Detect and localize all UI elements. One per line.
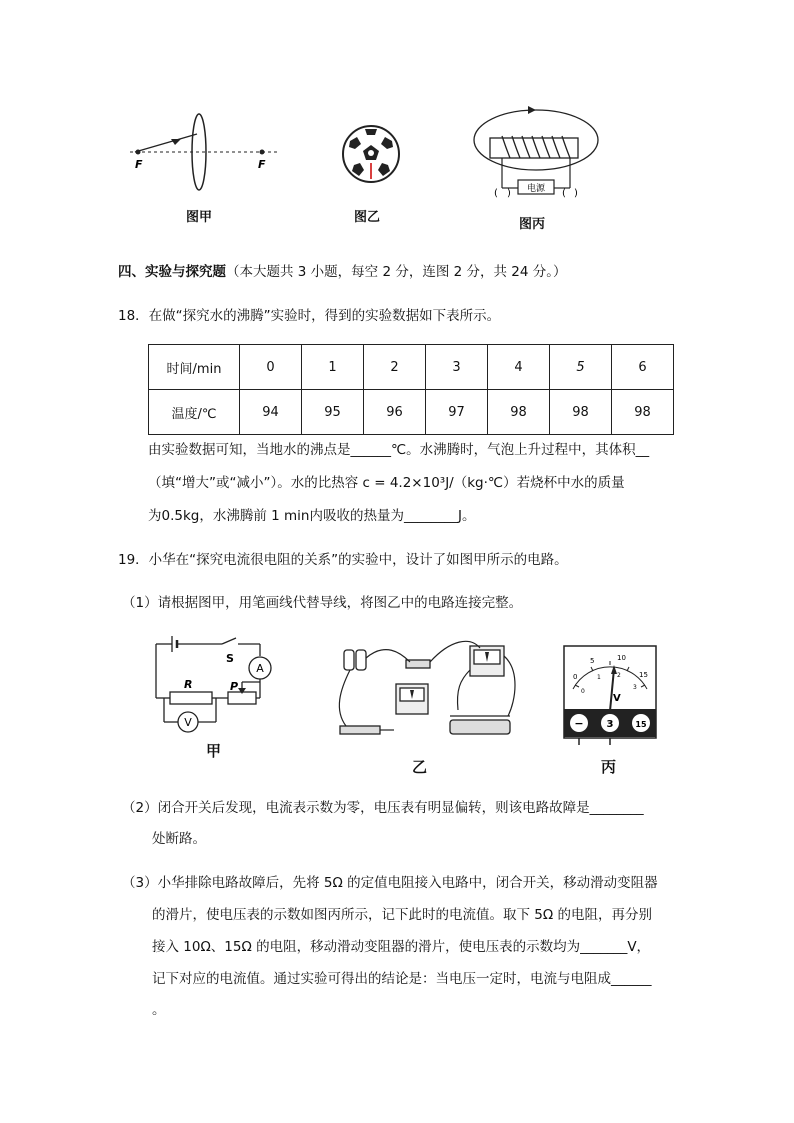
scale-15: 15 bbox=[639, 671, 648, 679]
scale-inner-0: 0 bbox=[581, 688, 585, 695]
table-cell-time-label: 时间/min bbox=[149, 345, 240, 390]
table-cell: 2 bbox=[364, 345, 426, 390]
circuit-schematic-jia bbox=[150, 634, 290, 740]
q19-part3-line5: 。 bbox=[152, 1002, 166, 1018]
circuit-physical-yi bbox=[330, 640, 520, 750]
figure-jia-label: 甲 bbox=[206, 742, 222, 760]
ammeter-label: A bbox=[256, 662, 264, 675]
table-row-time bbox=[149, 345, 674, 390]
power-supply-label: 电源 bbox=[526, 184, 546, 194]
voltmeter-label: V bbox=[184, 716, 192, 729]
scale-10: 10 bbox=[617, 654, 626, 662]
figure-bing-label: 丙 bbox=[601, 758, 617, 776]
table-cell: 97 bbox=[426, 390, 488, 435]
table-cell: 4 bbox=[488, 345, 550, 390]
scale-inner-1: 1 bbox=[597, 674, 601, 681]
terminal-3: 3 bbox=[606, 719, 614, 730]
table-cell: 95 bbox=[302, 390, 364, 435]
lens-diagram bbox=[125, 108, 285, 198]
q19-part3-line1: （3）小华排除电路故障后，先将 5Ω 的定值电阻接入电路中，闭合开关，移动滑动变阻器 bbox=[122, 875, 658, 891]
scale-inner-3: 3 bbox=[633, 684, 637, 691]
q18-line-1: 由实验数据可知，当地水的沸点是______℃。水沸腾时，气泡上升过程中，其体积__ bbox=[148, 442, 650, 458]
slider-label: P bbox=[230, 680, 239, 693]
svg-text:(: ( bbox=[562, 188, 566, 199]
q19-part3-line2: 的滑片，使电压表的示数如图丙所示，记下此时的电流值。取下 5Ω 的电阻，再分别 bbox=[152, 907, 652, 923]
table-cell: 98 bbox=[488, 390, 550, 435]
table-cell: 98 bbox=[612, 390, 674, 435]
q19-stem: 19．小华在“探究电流很电阻的关系”的实验中，设计了如图甲所示的电路。 bbox=[118, 552, 568, 568]
q18-line-2: （填“增大”或“减小”）。水的比热容 c = 4.2×10³J/（kg·℃）若烧杯中水的质量 bbox=[148, 475, 625, 491]
focal-right-label: F bbox=[258, 158, 266, 171]
scale-0: 0 bbox=[573, 673, 578, 681]
solenoid-figure bbox=[470, 104, 602, 204]
figure-yi-caption: 图乙 bbox=[354, 210, 381, 225]
table-cell-temp-label: 温度/℃ bbox=[149, 390, 240, 435]
figure-jia-caption: 图甲 bbox=[186, 210, 213, 225]
figure-bing-caption: 图丙 bbox=[519, 217, 546, 232]
q19-part3-line3: 接入 10Ω、15Ω 的电阻，移动滑动变阻器的滑片，使电压表的示数均为_______V， bbox=[152, 939, 651, 955]
table-cell: 6 bbox=[612, 345, 674, 390]
terminal-minus: − bbox=[574, 717, 584, 730]
section-title: 四、实验与探究题 bbox=[118, 264, 226, 280]
q19-part2-line1: （2）闭合开关后发现，电流表示数为零，电压表有明显偏转，则该电路故障是________ bbox=[122, 800, 644, 816]
table-cell: 98 bbox=[550, 390, 612, 435]
table-cell: 96 bbox=[364, 390, 426, 435]
section-note: （本大题共 3 小题，每空 2 分，连图 2 分，共 24 分。） bbox=[226, 264, 567, 280]
svg-text:): ) bbox=[507, 188, 511, 199]
meter-unit-label: V bbox=[613, 693, 621, 704]
terminal-15: 15 bbox=[635, 720, 647, 729]
scale-5: 5 bbox=[590, 657, 595, 665]
table-row-temp bbox=[149, 390, 674, 435]
section-header bbox=[118, 262, 567, 282]
q18-line-3: 为0.5kg，水沸腾前 1 min内吸收的热量为________J。 bbox=[148, 508, 476, 524]
resistor-label: R bbox=[184, 678, 193, 691]
table-cell: 0 bbox=[240, 345, 302, 390]
q19-part2-line2: 处断路。 bbox=[152, 831, 206, 847]
switch-label: S bbox=[226, 652, 234, 665]
table-cell: 1 bbox=[302, 345, 364, 390]
figure-yi-label: 乙 bbox=[412, 758, 428, 776]
scale-inner-2: 2 bbox=[617, 672, 621, 679]
svg-text:(: ( bbox=[494, 188, 498, 199]
q18-stem: 18．在做“探究水的沸腾”实验时，得到的实验数据如下表所示。 bbox=[118, 308, 501, 324]
voltmeter-dial bbox=[563, 645, 657, 745]
svg-text:): ) bbox=[574, 188, 578, 199]
q19-part3-line4: 记下对应的电流值。通过实验可得出的结论是：当电压一定时，电流与电阻成______ bbox=[152, 971, 652, 987]
soccer-ball-figure bbox=[340, 123, 402, 185]
focal-left-label: F bbox=[135, 158, 143, 171]
boiling-data-table bbox=[148, 344, 674, 435]
table-cell: 3 bbox=[426, 345, 488, 390]
table-cell: 94 bbox=[240, 390, 302, 435]
table-cell: 5 bbox=[550, 345, 612, 390]
q19-part1: （1）请根据图甲，用笔画线代替导线，将图乙中的电路连接完整。 bbox=[122, 595, 523, 611]
